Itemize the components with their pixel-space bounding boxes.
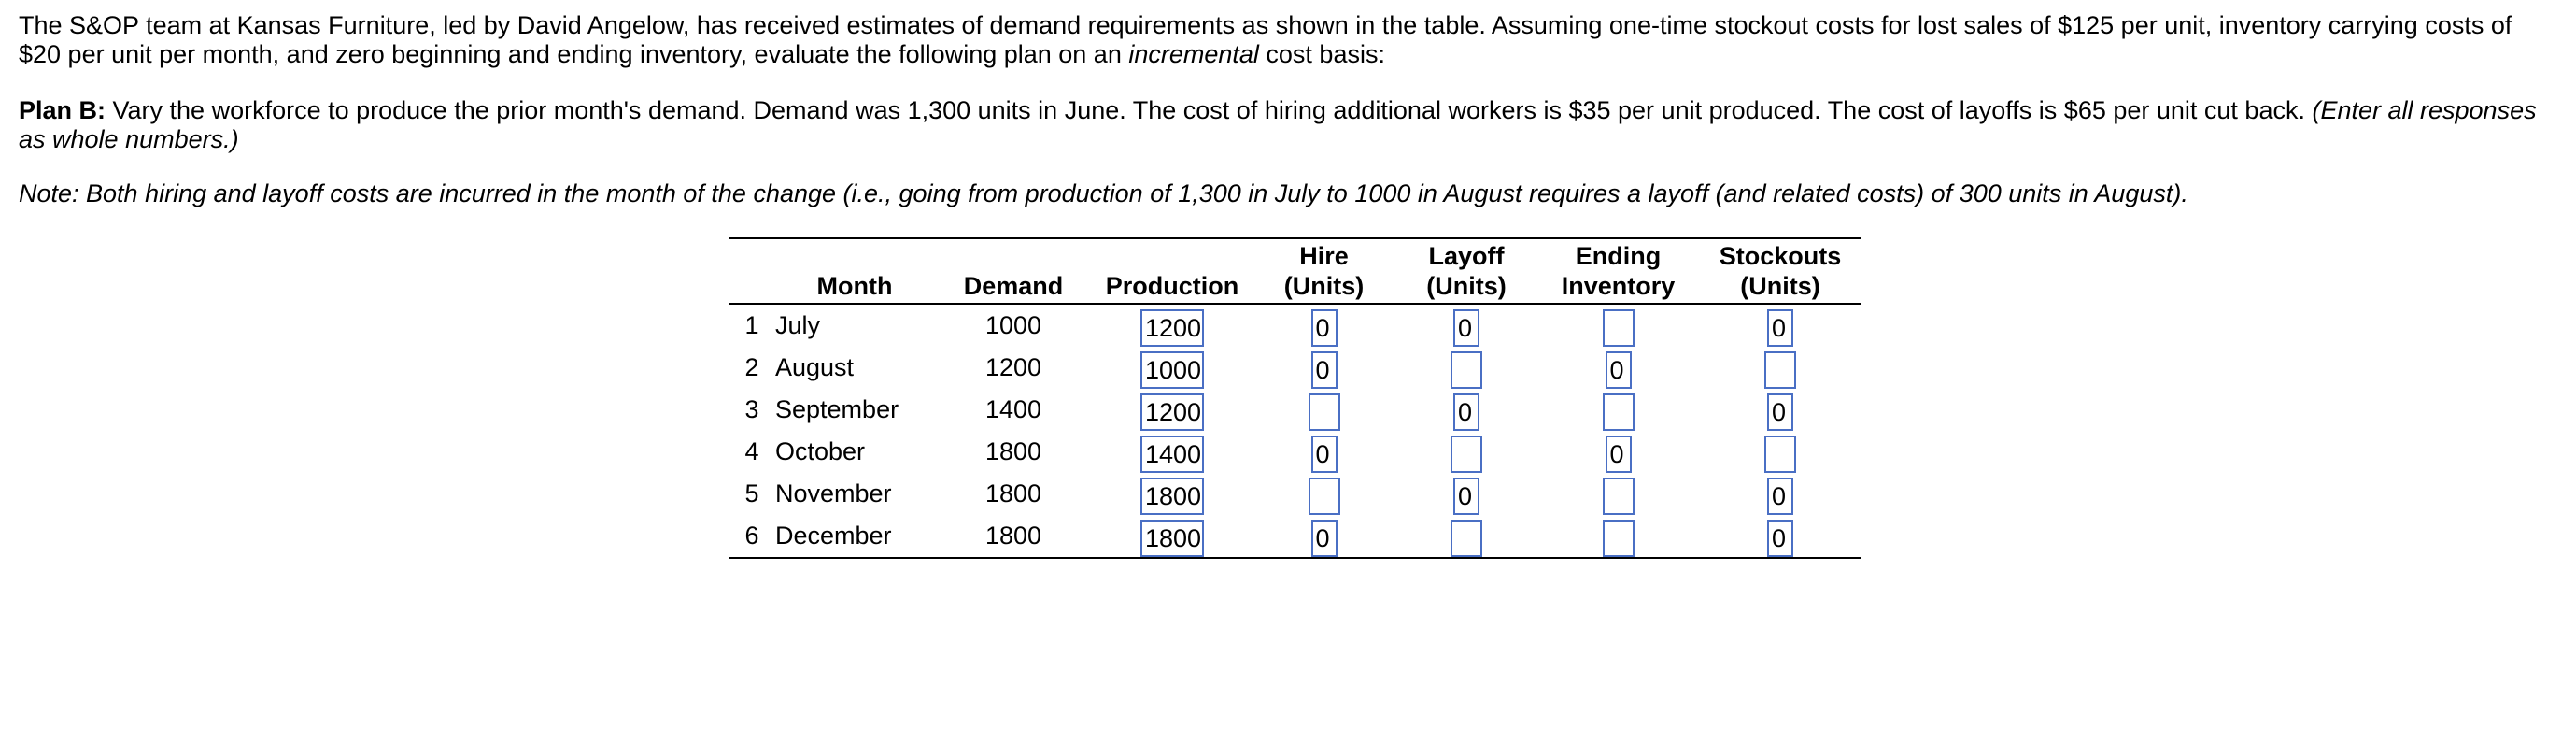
hire-cell xyxy=(1252,347,1396,389)
row-number: 1 xyxy=(744,311,759,339)
header-production: Production xyxy=(1105,272,1239,300)
production-cell xyxy=(1093,304,1252,347)
hire-input[interactable]: 0 xyxy=(1311,351,1338,389)
demand-cell: 1200 xyxy=(984,353,1042,381)
plan-text: Vary the workforce to produce the prior month's demand. Demand was 1,300 units in June. The cost of hiring additional workers is $35 per unit produced. The cost of layoffs is $65 per unit cut back. xyxy=(106,96,2313,124)
stockouts-cell xyxy=(1700,347,1861,389)
month-cell: October xyxy=(775,437,866,465)
ending-inventory-cell xyxy=(1536,304,1700,347)
intro-text-end: cost basis: xyxy=(1258,40,1385,68)
demand-cell: 1400 xyxy=(984,395,1042,423)
stockouts-input[interactable]: 0 xyxy=(1767,520,1793,557)
demand-cell: 1800 xyxy=(984,479,1042,507)
layoff-cell xyxy=(1396,515,1536,558)
header-ending-inventory: Ending Inventory xyxy=(1561,242,1676,300)
month-cell: August xyxy=(775,353,855,381)
layoff-input[interactable]: 0 xyxy=(1453,393,1479,431)
demand-cell: 1000 xyxy=(984,311,1042,339)
hire-input[interactable]: 0 xyxy=(1311,436,1338,473)
header-layoff: Layoff (Units) xyxy=(1426,242,1507,300)
row-number: 3 xyxy=(744,395,759,423)
layoff-cell xyxy=(1396,389,1536,431)
layoff-input[interactable] xyxy=(1451,520,1482,557)
layoff-cell xyxy=(1396,304,1536,347)
header-stockouts: Stockouts (Units) xyxy=(1719,242,1842,300)
ending-inventory-cell xyxy=(1536,515,1700,558)
stockouts-cell xyxy=(1700,515,1861,558)
stockouts-input[interactable]: 0 xyxy=(1767,478,1793,515)
plan-table-container xyxy=(729,237,1861,559)
table-row xyxy=(729,473,1861,515)
layoff-input[interactable] xyxy=(1451,351,1482,389)
production-input[interactable]: 1800 xyxy=(1140,478,1204,515)
stockouts-input[interactable]: 0 xyxy=(1767,309,1793,347)
layoff-cell xyxy=(1396,473,1536,515)
hire-cell xyxy=(1252,389,1396,431)
plan-table xyxy=(729,237,1861,559)
production-cell xyxy=(1093,515,1252,558)
demand-cell: 1800 xyxy=(984,437,1042,465)
table-row xyxy=(729,304,1861,347)
stockouts-cell xyxy=(1700,389,1861,431)
hire-input[interactable]: 0 xyxy=(1311,520,1338,557)
ending-inventory-input[interactable] xyxy=(1603,393,1635,431)
hire-cell xyxy=(1252,431,1396,473)
stockouts-input[interactable] xyxy=(1764,436,1796,473)
production-input[interactable]: 1000 xyxy=(1140,351,1204,389)
stockouts-input[interactable] xyxy=(1764,351,1796,389)
header-hire: Hire (Units) xyxy=(1283,242,1365,300)
header-rownum xyxy=(729,238,775,304)
month-cell: November xyxy=(775,479,892,507)
ending-inventory-input[interactable] xyxy=(1603,520,1635,557)
production-cell xyxy=(1093,473,1252,515)
row-number: 5 xyxy=(744,479,759,507)
table-header-row xyxy=(729,238,1861,304)
intro-italic-word: incremental xyxy=(1128,40,1259,68)
ending-inventory-cell xyxy=(1536,389,1700,431)
table-row xyxy=(729,389,1861,431)
table-row xyxy=(729,515,1861,558)
header-month: Month xyxy=(816,272,893,300)
note-text: Note: Both hiring and layoff costs are incurred in the month of the change (i.e., going from production of 1,300 in July to 1000 in August requires a layoff (and related costs) of 300 units in August). xyxy=(19,179,2188,207)
plan-table-body xyxy=(729,304,1861,558)
month-cell: September xyxy=(775,395,899,423)
layoff-cell xyxy=(1396,347,1536,389)
intro-text: The S&OP team at Kansas Furniture, led by David Angelow, has received estimates of demand requirements as shown in the table. Assuming one-time stockout costs for lost sales of $125 per unit, inventory carrying costs of $20 per unit per month, and zero beginning and ending inventory, evaluate the following plan on an xyxy=(19,11,2512,68)
plan-label: Plan B: xyxy=(19,96,106,124)
ending-inventory-input[interactable] xyxy=(1603,478,1635,515)
stockouts-cell xyxy=(1700,431,1861,473)
production-input[interactable]: 1200 xyxy=(1140,393,1204,431)
hire-cell xyxy=(1252,515,1396,558)
production-input[interactable]: 1800 xyxy=(1140,520,1204,557)
production-input[interactable]: 1200 xyxy=(1140,309,1204,347)
problem-intro xyxy=(19,11,2550,69)
month-cell: December xyxy=(775,522,892,550)
ending-inventory-input[interactable]: 0 xyxy=(1606,436,1632,473)
layoff-input[interactable]: 0 xyxy=(1453,478,1479,515)
ending-inventory-cell xyxy=(1536,473,1700,515)
plan-instruction: (Enter all responses as whole numbers.) xyxy=(19,96,2537,153)
month-cell: July xyxy=(775,311,821,339)
hire-cell xyxy=(1252,304,1396,347)
production-cell xyxy=(1093,389,1252,431)
plan-description xyxy=(19,96,2550,154)
row-number: 6 xyxy=(744,522,759,550)
ending-inventory-cell xyxy=(1536,347,1700,389)
demand-cell: 1800 xyxy=(984,522,1042,550)
ending-inventory-cell xyxy=(1536,431,1700,473)
table-row xyxy=(729,347,1861,389)
row-number: 2 xyxy=(744,353,759,381)
hire-cell xyxy=(1252,473,1396,515)
table-row xyxy=(729,431,1861,473)
layoff-input[interactable] xyxy=(1451,436,1482,473)
stockouts-cell xyxy=(1700,473,1861,515)
hire-input[interactable]: 0 xyxy=(1311,309,1338,347)
stockouts-input[interactable]: 0 xyxy=(1767,393,1793,431)
hire-input[interactable] xyxy=(1309,393,1340,431)
stockouts-cell xyxy=(1700,304,1861,347)
ending-inventory-input[interactable]: 0 xyxy=(1606,351,1632,389)
row-number: 4 xyxy=(744,437,759,465)
layoff-cell xyxy=(1396,431,1536,473)
production-cell xyxy=(1093,431,1252,473)
header-demand: Demand xyxy=(963,272,1064,300)
production-cell xyxy=(1093,347,1252,389)
ending-inventory-input[interactable] xyxy=(1603,309,1635,347)
hire-input[interactable] xyxy=(1309,478,1340,515)
production-input[interactable]: 1400 xyxy=(1140,436,1204,473)
layoff-input[interactable]: 0 xyxy=(1453,309,1479,347)
